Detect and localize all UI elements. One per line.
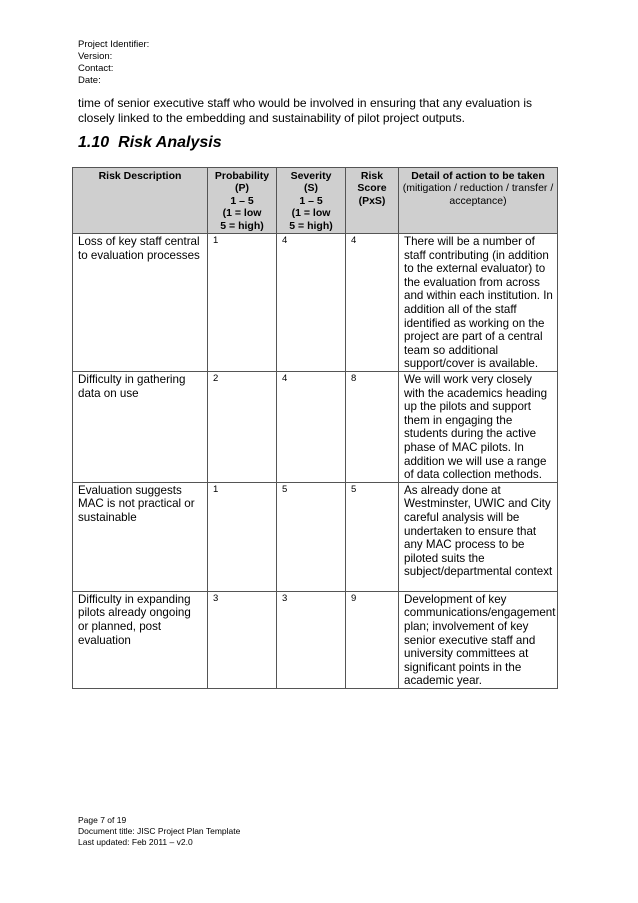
severity-cell: 4 xyxy=(277,371,346,482)
intro-text: time of senior executive staff who would be involved in ensuring that any evaluation is closely linked to the embedding and sustainability of pilot project outputs. xyxy=(78,96,533,125)
page-header xyxy=(78,39,149,87)
score-cell: 9 xyxy=(346,591,399,688)
risk-description-cell: Loss of key staff central to evaluation processes xyxy=(73,234,208,372)
action-detail-cell: As already done at Westminster, UWIC and City careful analysis will be undertaken to ensure that any MAC process to be piloted suits the subject/departmental context xyxy=(399,482,558,591)
section-heading xyxy=(78,134,222,152)
severity-cell: 5 xyxy=(277,482,346,591)
action-detail-cell: There will be a number of staff contributing (in addition to the external evaluator) to the evaluation from across and within each institution. In addition all of the staff identified as working on the project are part of a central team so additional support/cover is available. xyxy=(399,234,558,372)
page-footer xyxy=(78,815,240,848)
header-probability: Probability (P) 1 – 5 (1 = low 5 = high) xyxy=(208,168,277,234)
header-severity: Severity (S) 1 – 5 (1 = low 5 = high) xyxy=(277,168,346,234)
severity-cell: 4 xyxy=(277,234,346,372)
probability-cell: 3 xyxy=(208,591,277,688)
section-number: 1.10 xyxy=(78,134,110,151)
probability-cell: 1 xyxy=(208,482,277,591)
action-detail-cell: Development of key communications/engagement plan; involvement of key senior executive staff and university committees at significant points in the academic year. xyxy=(399,591,558,688)
score-cell: 8 xyxy=(346,371,399,482)
table-header-row xyxy=(73,168,558,234)
probability-cell: 2 xyxy=(208,371,277,482)
version-label: Version: xyxy=(78,51,113,62)
table-row xyxy=(73,482,558,591)
risk-analysis-table xyxy=(72,167,558,689)
date-label: Date: xyxy=(78,75,101,86)
header-risk-score: Risk Score (PxS) xyxy=(346,168,399,234)
severity-cell: 3 xyxy=(277,591,346,688)
project-identifier-label: Project Identifier: xyxy=(78,39,150,50)
contact-label: Contact: xyxy=(78,63,114,74)
score-cell: 4 xyxy=(346,234,399,372)
action-detail-cell: We will work very closely with the academics heading up the pilots and support them in engaging the students during the active phase of MAC pilots. In addition we will use a range of data collection methods. xyxy=(399,371,558,482)
table-row xyxy=(73,234,558,372)
risk-description-cell: Difficulty in expanding pilots already ongoing or planned, post evaluation xyxy=(73,591,208,688)
header-risk-description: Risk Description xyxy=(73,168,208,234)
score-cell: 5 xyxy=(346,482,399,591)
page-number: Page 7 of 19 xyxy=(78,815,127,825)
table-row xyxy=(73,371,558,482)
table-row xyxy=(73,591,558,688)
probability-cell: 1 xyxy=(208,234,277,372)
risk-description-cell: Evaluation suggests MAC is not practical or sustainable xyxy=(73,482,208,591)
intro-paragraph xyxy=(78,96,558,126)
document-title: Document title: JISC Project Plan Template xyxy=(78,826,241,836)
last-updated: Last updated: Feb 2011 – v2.0 xyxy=(78,837,193,847)
section-title: Risk Analysis xyxy=(118,134,222,151)
header-action-detail: Detail of action to be taken (mitigation / reduction / transfer / acceptance) xyxy=(399,168,558,234)
risk-description-cell: Difficulty in gathering data on use xyxy=(73,371,208,482)
